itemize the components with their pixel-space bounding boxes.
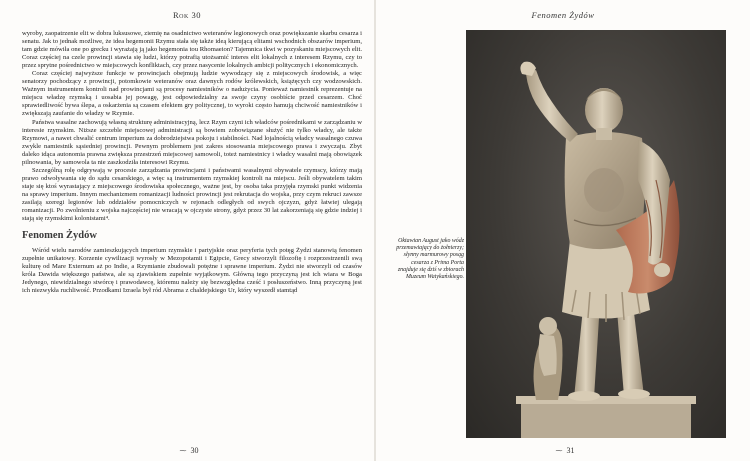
- folio-ornament-icon: ⁓: [555, 447, 563, 455]
- paragraph: Szczególną rolę odgrywają w procesie zarządzania prowincjami i państwami wasalnymi obywatele rzymscy, którzy mają prawo odwoływania się do sądu cesarskiego, a więc są instrumentem rzymskiej kontroli na miejscu. Jeśli obywatelem takim staje się ktoś wyrastający z miejscowego środowiska społecznego, ważne jest, by osoba taka przyjęła rzymski punkt widzenia na sprawy imperium. Innym mechanizmem romanizacji ludności prowincji jest rekrutacja do wojska, przy czym rekruci zawsze zasilają szeregi legionów lub oddziałów pomocniczych w rejonach odległych od swych ojczyzn, gdyż łatwiej ulegają romanizacji. Po zwolnieniu z wojska najczęściej nie wracają w ojczyste strony, gdyż przez 30 lat zakorzeniają się gdzie indziej i stają się rzymskimi kolonistami⁴.: [22, 166, 362, 223]
- left-running-head: Rok 30: [173, 10, 201, 20]
- statue-photograph: [466, 30, 726, 438]
- statue-augustus-icon: [466, 30, 726, 438]
- left-folio: [0, 446, 374, 455]
- paragraph: Coraz częściej najwyższe funkcje w prowincjach obejmują ludzie wywodzący się z miejscowych środowisk, a więc senatorzy pochodzący z prowincji, potomkowie weteranów oraz dawnych rodów królewskich, książęcych czy wodzowskich. Ważnym instrumentem kontroli nad prowincjami są procesy namiestników o nadużycia. Ponieważ namiestnik reprezentuje na miejscu władzę rzymską i uosabia jej powagę, jest odpowiedzialny za swoje czyny osobiście przed cesarzem. Choć sprawiedliwość bywa ślepa, a oskarżenia są czasem efektem gry politycznej, to wyroki często hamują chciwość namiestników i zwiększają zaufanie do władzy w Rzymie.: [22, 70, 362, 118]
- left-text-column: [22, 30, 362, 295]
- left-page: [0, 0, 374, 461]
- right-folio: [376, 446, 750, 455]
- page-number: 30: [190, 446, 199, 455]
- folio-ornament-icon: ⁓: [179, 447, 187, 455]
- right-running-head: Fenomen Żydów: [531, 10, 595, 20]
- page-number: 31: [566, 446, 575, 455]
- image-caption: Oktawian August jako wódz przemawiający do żołnierzy; słynny marmurowy posąg cesarza z Prima Porta znajduje się dziś w zbiorach Muzeum Watykańskiego.: [396, 238, 464, 281]
- section-heading: Fenomen Żydów: [22, 230, 97, 242]
- paragraph: wyroby, zaopatrzenie elit w dobra luksusowe, ziemię na osadnictwo weteranów legionowych oraz powiększanie skarbu cesarza i senatu. Jak to jednak możliwe, że idea hegemonii Rzymu stała się także ideą kierującą elitami wschodnich obszarów imperium, tam gdzie mówiła one po grecku i wyrażają ją jako hegemonia tou Rhomaeion? Tajemnica tkwi w pozyskaniu miejscowych elit. Coraz częściej na czele prowincji stawia się ludzi, którzy potrafią utożsamić interes elit lokalnych z interesem Rzymu, czy to przez sprytne pośrednictwo w miejscowych konfliktach, czy przez nasycenie lokalnych ambicji politycznych i ekonomicznych.: [22, 30, 362, 70]
- paragraph: Państwa wasalne zachowują własną strukturę administracyjną, lecz Rzym czyni ich władców pośrednikami w zarządzaniu w interesie rzymskim. Niższe szczeble miejscowej administracji są bowiem zobowiązane służyć nie tylko władcy, ale także Rzymowi, a nawet chwalić centrum imperium za dobrodziejstwa pokoju i stabilności. Nad lojalnością władcy wasalnego czuwa zwykle namiestnik sąsiedniej prowincji. Pewnym problemem jest zakres stosowania miejscowego prawa i zwyczaju. Zbyt daleko idąca autonomia prawna zwiększa przestrzeń miejscowej samowoli, toteż namiestnicy i władcy wasalni mają obowiązek pilnowania, by samowola ta nie zaszkodziła interesowi Rzymu.: [22, 118, 362, 166]
- right-page: [376, 0, 750, 461]
- paragraph: Wśród wielu narodów zamieszkujących imperium rzymskie i partyjskie oraz peryferia tych potęg Żydzi stanowią fenomen zupełnie unikatowy. Korzenie cywilizacji wyrosły w Mezopotamii i Egipcie, Grecy stworzyli filozofię i rozprzestrzenili swą kulturę od Mare Externum aż po Indie, a Rzymianie zbudowali potężne i sprawne imperium. Żydzi nie stworzyli od czasów króla Dawida większego państwa, ale są zjawiskiem zupełnie wyjątkowym. Główną tego przyczyną jest ich wiara w Boga Jedynego, niewidzialnego stwórcę i prawodawcę, któremu należy się bezwzględna cześć i posłuszeństwo. Inną przyczyną jest ich niezwykła ruchliwość. Przodkami Izraela był ród Abrama z chaldejskiego Ur, który wyszedł stamtąd: [22, 247, 362, 295]
